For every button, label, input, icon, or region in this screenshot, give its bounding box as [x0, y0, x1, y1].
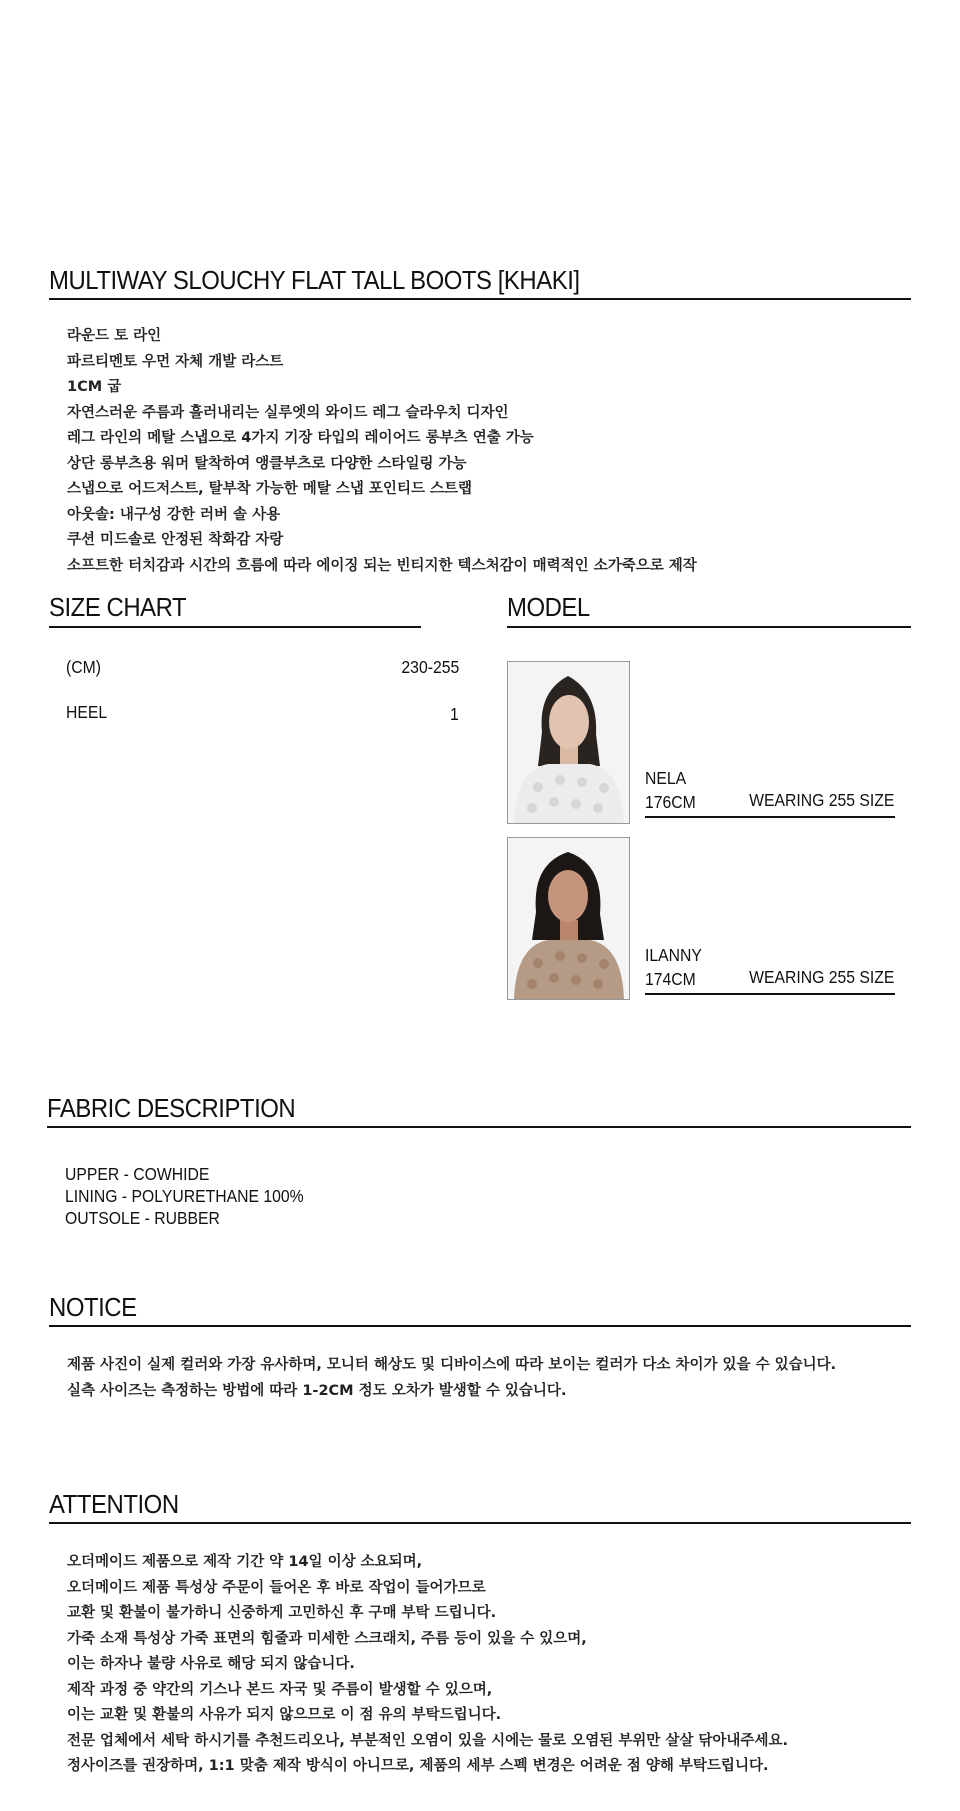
model-divider: [645, 816, 895, 818]
fabric-list: [65, 1163, 330, 1229]
attention-line: 정사이즈를 권장하며, 1:1 맞춤 제작 방식이 아니므로, 제품의 세부 스펙 변경은 어려운 점 양해 부탁드립니다.: [67, 1758, 769, 1774]
notice-divider: [49, 1325, 911, 1327]
feature-list: [67, 324, 697, 579]
feature-item: 스냅으로 어드저스트, 탈부착 가능한 메탈 스냅 포인티드 스트랩: [67, 481, 473, 497]
size-row-label: (CM): [66, 657, 101, 677]
model-photo-nela: [507, 661, 630, 824]
title-divider: [49, 298, 911, 300]
feature-item: 아웃솔: 내구성 강한 러버 솔 사용: [67, 506, 281, 523]
attention-line: 오더메이드 제품으로 제작 기간 약 14일 이상 소요되며,: [67, 1554, 423, 1570]
model-name: NELA: [645, 768, 687, 788]
feature-item: 파르티멘토 우먼 자체 개발 라스트: [67, 353, 284, 370]
size-row-value: 230-255: [401, 657, 459, 677]
feature-item: 소프트한 터치감과 시간의 흐름에 따라 에이징 되는 빈티지한 텍스처감이 매력적인 소가죽으로 제작: [67, 557, 697, 574]
notice-line: 실측 사이즈는 측정하는 방법에 따라 1-2CM 정도 오차가 발생할 수 있습니다.: [67, 1382, 567, 1399]
attention-line: 교환 및 환불이 불가하니 신중하게 고민하신 후 구매 부탁 드립니다.: [67, 1605, 497, 1621]
size-row-value: 1: [450, 704, 459, 724]
model-divider: [507, 626, 911, 628]
fabric-line: UPPER - COWHIDE: [65, 1164, 210, 1184]
attention-line: 오더메이드 제품 특성상 주문이 들어온 후 바로 작업이 들어가므로: [67, 1579, 486, 1596]
attention-line: 이는 교환 및 환불의 사유가 되지 않으므로 이 점 유의 부탁드립니다.: [67, 1707, 502, 1723]
product-title: MULTIWAY SLOUCHY FLAT TALL BOOTS [KHAKI]: [49, 265, 580, 295]
fabric-line: LINING - POLYURETHANE 100%: [65, 1186, 304, 1206]
attention-line: 제작 과정 중 약간의 기스나 본드 자국 및 주름이 발생할 수 있으며,: [67, 1681, 493, 1698]
feature-item: 레그 라인의 메탈 스냅으로 4가지 기장 타입의 레이어드 롱부츠 연출 가능: [67, 430, 534, 446]
model-height: 174CM: [645, 969, 696, 989]
notice-title: NOTICE: [49, 1292, 137, 1322]
feature-item: 자연스러운 주름과 흘러내리는 실루엣의 와이드 레그 슬라우치 디자인: [67, 404, 509, 421]
model-wearing-size: WEARING 255 SIZE: [748, 967, 894, 987]
fabric-title: FABRIC DESCRIPTION: [47, 1093, 296, 1123]
attention-title: ATTENTION: [49, 1489, 179, 1519]
model-divider: [645, 993, 895, 995]
model-title: MODEL: [507, 592, 590, 622]
size-row-label: HEEL: [66, 702, 108, 722]
attention-divider: [49, 1522, 911, 1524]
attention-line: 이는 하자나 불량 사유로 해당 되지 않습니다.: [67, 1656, 355, 1672]
feature-item: 라운드 토 라인: [67, 328, 162, 344]
feature-item: 1CM 굽: [67, 379, 122, 395]
fabric-line: OUTSOLE - RUBBER: [65, 1208, 220, 1228]
feature-item: 상단 롱부츠용 워머 탈착하여 앵클부츠로 다양한 스타일링 가능: [67, 455, 467, 472]
model-name: ILANNY: [645, 945, 702, 965]
attention-line: 전문 업체에서 세탁 하시기를 추천드리오나, 부분적인 오염이 있을 시에는 물로 오염된 부위만 살살 닦아내주세요.: [67, 1732, 788, 1749]
model-photo-ilanny: [507, 837, 630, 1000]
notice-line: 제품 사진이 실제 컬러와 가장 유사하며, 모니터 해상도 및 디바이스에 따라 보이는 컬러가 다소 차이가 있을 수 있습니다.: [67, 1357, 837, 1373]
model-portrait-icon: [508, 838, 629, 999]
model-height: 176CM: [645, 792, 696, 812]
attention-line: 가죽 소재 특성상 가죽 표면의 힘줄과 미세한 스크래치, 주름 등이 있을 수 있으며,: [67, 1630, 587, 1647]
feature-item: 쿠션 미드솔로 안정된 착화감 자랑: [67, 532, 284, 548]
notice-list: [67, 1353, 836, 1404]
attention-list: [67, 1550, 788, 1780]
fabric-divider: [47, 1126, 911, 1128]
model-portrait-icon: [508, 662, 629, 823]
size-chart-title: SIZE CHART: [49, 592, 187, 622]
model-wearing-size: WEARING 255 SIZE: [748, 790, 894, 810]
size-chart-divider: [49, 626, 421, 628]
